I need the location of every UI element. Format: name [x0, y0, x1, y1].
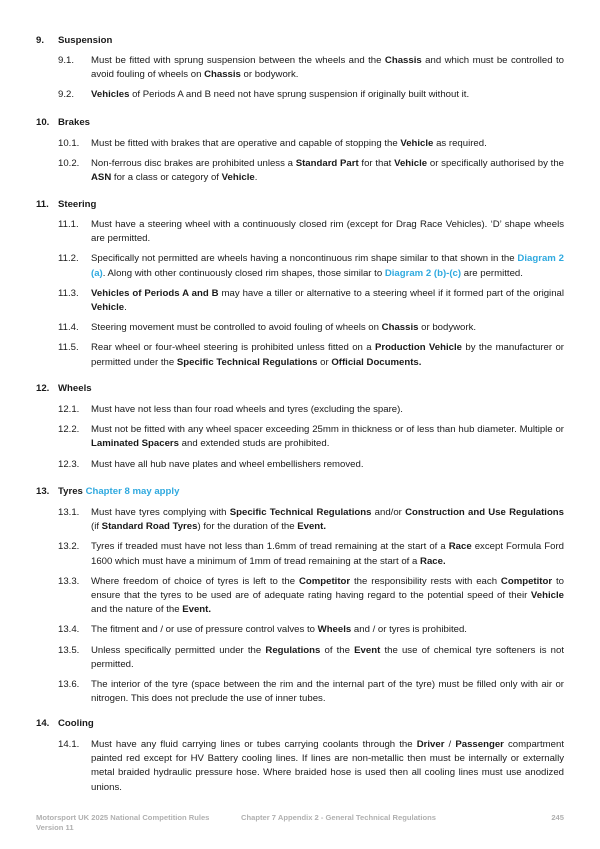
clause-13-4	[58, 623, 564, 637]
text-run: the responsibility rests with each	[350, 575, 501, 587]
clause-number: 11.4.	[58, 322, 79, 334]
clause-number: 12.1.	[58, 404, 80, 415]
defined-term: Vehicle	[400, 138, 434, 149]
section-12	[36, 382, 564, 472]
text-run: (if	[91, 521, 102, 533]
clause-13-3	[58, 575, 564, 618]
clause-number: 12.2.	[58, 424, 80, 436]
clause-text	[91, 137, 564, 151]
text-run: Must have not less than four road wheels and tyres (excluding the spare).	[91, 404, 403, 415]
clause-number: 13.1.	[58, 507, 80, 518]
text-run: except Formula Ford 1600 which must have a minimum of 1mm of tread remaining at the start of a	[91, 541, 564, 567]
section-9	[36, 34, 564, 103]
defined-term: Construction and Use Regulations	[405, 507, 565, 518]
defined-term: Competitor	[298, 575, 351, 587]
text-run: The interior of the tyre (space between the rim and the internal part of the tyre) must be filled only with air or nitrogen. This does not preclude the use of inner tubes.	[91, 679, 564, 705]
clause-text	[91, 88, 564, 102]
text-run: Must be fitted with brakes that are operative and capable of stopping the	[91, 138, 401, 149]
text-run: ) for the duration of the	[197, 521, 298, 533]
defined-term: Event	[354, 644, 381, 656]
text-run: Non-ferrous disc brakes are prohibited unless a	[91, 158, 296, 170]
defined-term: Laminated Spacers	[91, 438, 179, 450]
clause-text	[91, 678, 564, 706]
clause-12-1	[58, 403, 564, 417]
clause-number: 12.3.	[58, 458, 80, 470]
text-run: Must have tyres complying with	[91, 507, 230, 518]
section-title: Wheels	[58, 383, 92, 394]
defined-term: Vehicles	[91, 89, 130, 101]
section-10	[36, 116, 564, 186]
footer-publication: Motorsport UK 2025 National Competition Rules	[36, 813, 210, 822]
clause-text	[91, 540, 564, 568]
clause-text	[91, 506, 564, 534]
clause-text	[91, 403, 564, 417]
text-run: /	[444, 739, 456, 750]
defined-term: Passenger	[455, 739, 504, 750]
text-run: and extended studs are prohibited.	[178, 438, 330, 450]
text-run: Steering movement must be controlled to avoid fouling of wheels on	[91, 322, 382, 334]
clause-13-6	[58, 678, 564, 706]
text-run: by the manufacturer or permitted under the	[91, 342, 564, 368]
defined-term: Regulations	[265, 644, 321, 656]
clause-number: 11.1.	[58, 219, 79, 230]
footer-chapter: Chapter 7 Appendix 2 - General Technical Regulations	[241, 813, 436, 822]
clause-9-2	[58, 88, 564, 102]
section-number: 11.	[36, 199, 49, 210]
section-number: 12.	[36, 383, 50, 394]
defined-term: Vehicle	[394, 158, 428, 170]
text-run: or	[317, 356, 332, 368]
clause-number: 13.3.	[58, 575, 80, 587]
defined-term: Vehicle	[530, 590, 564, 602]
footer-left	[36, 813, 209, 833]
clause-10-2	[58, 157, 564, 185]
clause-number: 13.6.	[58, 679, 80, 691]
diagram-link[interactable]: Diagram 2 (a)	[91, 253, 564, 279]
footer-version: Version 11	[36, 823, 74, 832]
clause-text	[91, 738, 564, 795]
text-run: Where freedom of choice of tyres is left to the	[91, 575, 299, 587]
text-run: .	[254, 172, 258, 184]
defined-term: Competitor	[500, 575, 553, 587]
clause-number: 10.2.	[58, 158, 80, 170]
clause-11-5	[58, 341, 564, 369]
text-run: Must be fitted with sprung suspension between the wheels and the	[91, 55, 385, 66]
clause-number: 10.1.	[58, 138, 80, 149]
chapter-8-link[interactable]: Chapter 8 may apply	[85, 486, 180, 497]
text-run: . Along with other continuously closed rim shapes, those similar to	[102, 267, 385, 279]
clause-13-1	[58, 506, 564, 534]
text-run: or bodywork.	[418, 322, 477, 334]
text-run: of the	[320, 644, 355, 656]
defined-term: Chassis	[204, 69, 241, 81]
clause-number: 11.3.	[58, 287, 79, 299]
defined-term: Driver	[416, 739, 445, 750]
text-run: Must have all hub nave plates and wheel embellishers removed.	[91, 458, 364, 470]
clause-number: 11.2.	[58, 253, 79, 265]
section-title	[58, 485, 564, 498]
clause-12-3	[58, 458, 564, 472]
section-title: Suspension	[58, 35, 113, 46]
defined-term: Vehicles of Periods A and B	[91, 287, 219, 299]
clause-14-1	[58, 738, 564, 795]
clause-12-2	[58, 423, 564, 451]
defined-term: Vehicle	[91, 302, 125, 314]
defined-term: Standard Road Tyres	[101, 521, 198, 533]
section-11	[36, 198, 564, 370]
clause-text	[91, 157, 564, 185]
clause-number: 9.1.	[58, 55, 75, 66]
defined-term: Chassis	[384, 55, 422, 66]
defined-term: Chassis	[381, 322, 419, 334]
defined-term: Vehicle	[221, 172, 255, 184]
clause-13-2	[58, 540, 564, 568]
defined-term: Race.	[420, 555, 446, 567]
section-number: 9.	[36, 35, 45, 46]
section-number: 13.	[36, 486, 50, 497]
text-run: Must not be fitted with any wheel spacer exceeding 25mm in thickness or of less than hub diameter. Multiple or	[91, 424, 564, 436]
section-number: 10.	[36, 117, 50, 128]
clause-number: 13.4.	[58, 624, 80, 636]
clause-number: 14.1.	[58, 739, 80, 750]
section-13	[36, 485, 564, 706]
text-run: .	[124, 302, 127, 314]
diagram-link[interactable]: Diagram 2 (b)-(c)	[384, 267, 462, 279]
clause-text	[91, 341, 564, 369]
text-run: and / or tyres is prohibited.	[351, 624, 467, 636]
defined-term: Specific Technical Regulations	[176, 356, 318, 368]
defined-term: Race	[448, 541, 472, 553]
clause-text	[91, 321, 564, 335]
text-run: Tyres if treaded must have not less than 1.6mm of tread remaining at the start of a	[91, 541, 449, 553]
clause-11-2	[58, 252, 564, 280]
text-run: of Periods A and B need not have sprung suspension if originally built without it.	[129, 89, 470, 101]
clause-text	[91, 423, 564, 451]
defined-term: ASN	[91, 172, 112, 184]
clause-number: 9.2.	[58, 89, 75, 101]
text-run: or specifically authorised by the	[427, 158, 564, 170]
text-run: compartment painted red except for HV Battery cooling lines. If lines are non-metallic then must be internally or externally metal braided hydraulic pressure hose. Where braided hose is used then all cooling lines must use anodized unions.	[91, 739, 564, 793]
defined-term: Standard Part	[295, 158, 359, 170]
defined-term: Event.	[182, 604, 212, 616]
text-run: Unless specifically permitted under the	[91, 644, 266, 656]
section-title: Steering	[58, 199, 97, 210]
clause-text	[91, 575, 564, 618]
text-run: or bodywork.	[240, 69, 299, 81]
clause-text	[91, 458, 564, 472]
clause-13-5	[58, 644, 564, 672]
text-run: Rear wheel or four-wheel steering is prohibited unless fitted on a	[91, 342, 375, 354]
clause-text	[91, 623, 564, 637]
clause-number: 11.5.	[58, 342, 79, 354]
section-title: Cooling	[58, 718, 94, 729]
clause-9-1	[58, 54, 564, 82]
text-run: to ensure that the tyres to be used are of adequate rating having regard to the potential speed of their	[91, 575, 564, 602]
page-number: 245	[551, 813, 564, 822]
clause-number: 13.5.	[58, 644, 80, 656]
text-run: for that	[358, 158, 395, 170]
section-14	[36, 717, 564, 795]
clause-11-1	[58, 218, 564, 246]
clause-number: 13.2.	[58, 541, 80, 553]
defined-term: Event.	[297, 521, 326, 533]
text-run: the use of chemical tyre softeners is not permitted.	[91, 644, 564, 670]
text-run: as required.	[433, 138, 487, 149]
text-run: The fitment and / or use of pressure control valves to	[91, 624, 318, 636]
defined-term: Specific Technical Regulations	[229, 507, 372, 518]
text-run: are permitted.	[461, 267, 523, 279]
defined-term: Official Documents.	[331, 356, 422, 368]
text-run: Specifically not permitted are wheels having a noncontinuous rim shape similar to that shown in the	[91, 253, 518, 265]
clause-text	[91, 644, 564, 672]
text-run: and which must be controlled to avoid fouling of wheels on	[91, 55, 564, 81]
section-title: Brakes	[58, 117, 91, 128]
clause-11-3	[58, 287, 564, 315]
clause-text	[91, 218, 564, 246]
clause-text	[91, 287, 564, 315]
clause-11-4	[58, 321, 564, 335]
defined-term: Wheels	[317, 624, 352, 636]
section-number: 14.	[36, 718, 50, 729]
text-run: may have a tiller or alternative to a steering wheel if it formed part of the original	[218, 287, 564, 299]
text-run: for a class or category of	[111, 172, 222, 184]
text-run: and the nature of the	[91, 604, 183, 616]
text-run: and/or	[371, 507, 406, 518]
defined-term: Production Vehicle	[374, 342, 462, 354]
section-title-text: Tyres	[58, 486, 83, 497]
text-run: Must have any fluid carrying lines or tubes carrying coolants through the	[91, 739, 417, 750]
clause-10-1	[58, 137, 564, 151]
text-run: Must have a steering wheel with a continuously closed rim (except for Drag Race Vehicles). ‘D’ shape wheels are permitted.	[91, 219, 564, 245]
clause-text	[91, 54, 564, 82]
clause-text	[91, 252, 564, 280]
